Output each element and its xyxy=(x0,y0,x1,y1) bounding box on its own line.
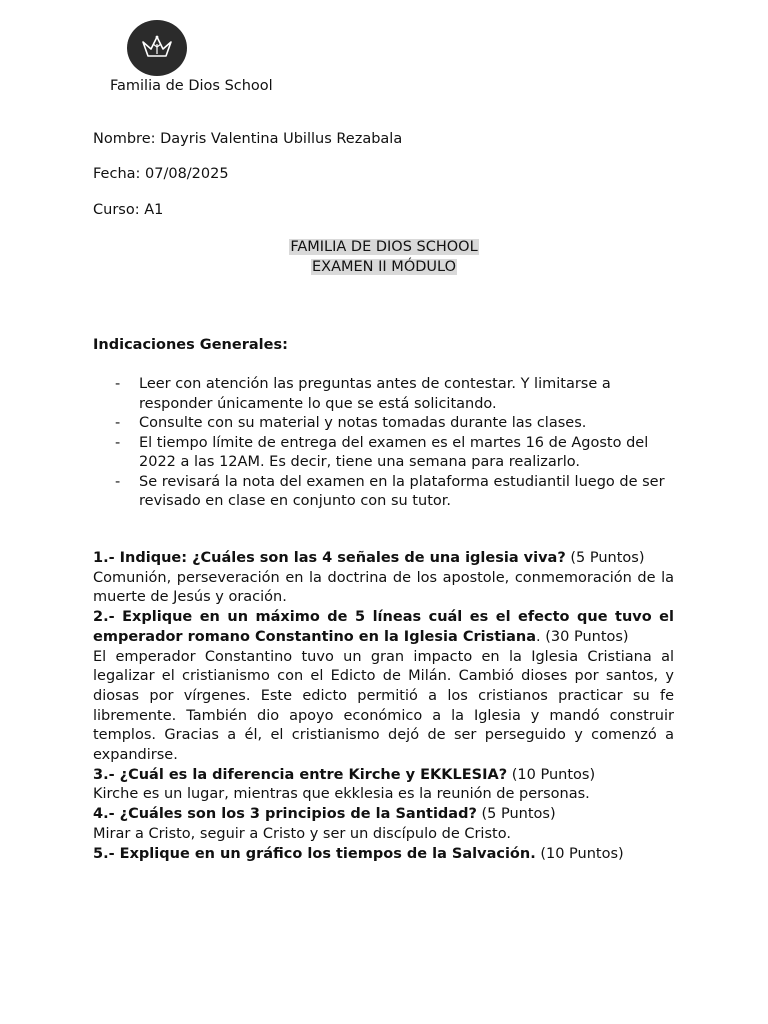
instructions-list xyxy=(93,375,673,512)
title-line-2-text: EXAMEN II MÓDULO xyxy=(312,259,456,275)
question-points: (5 Puntos) xyxy=(476,806,556,823)
instruction-item: - Leer con atención las preguntas antes de contestar. Y limitarse a responder únicamente lo que se está solicitando. xyxy=(115,376,611,412)
instruction-text: Consulte con su material y notas tomadas durante las clases. xyxy=(139,415,587,431)
instruction-item: - Se revisará la nota del examen en la plataforma estudiantil luego de ser revisado en clase en conjunto con su tutor. xyxy=(115,473,665,509)
title-line-2 xyxy=(0,259,768,275)
exam-date: Fecha: 07/08/2025 xyxy=(93,166,229,182)
question-text: 2.- Explique en un máximo de 5 líneas cuál es el efecto que tuvo el emperador romano Constantino en la Iglesia Cristiana xyxy=(93,609,674,645)
instruction-item: - Consulte con su material y notas tomadas durante las clases. xyxy=(115,415,587,431)
crown-icon xyxy=(127,20,187,76)
question-text: 4.- ¿Cuáles son los 3 principios de la Santidad? xyxy=(93,806,477,823)
instructions-heading: Indicaciones Generales: xyxy=(93,337,288,353)
student-name: Nombre: Dayris Valentina Ubillus Rezabala xyxy=(93,131,403,147)
instruction-text: Leer con atención las preguntas antes de contestar. Y limitarse a responder únicamente lo que se está solicitando. xyxy=(139,376,611,412)
school-name: Familia de Dios School xyxy=(110,78,273,94)
instruction-text: El tiempo límite de entrega del examen es el martes 16 de Agosto del 2022 a las 12AM. Es decir, tiene una semana para realizarlo. xyxy=(139,434,649,470)
answer-1: Comunión, perseveración en la doctrina de los apostole, conmemoración de la muerte de Jesús y oración. xyxy=(93,569,674,606)
question-points: . (30 Puntos) xyxy=(536,628,629,645)
instruction-item: - El tiempo límite de entrega del examen es el martes 16 de Agosto del 2022 a las 12AM. Es decir, tiene una semana para realizarlo. xyxy=(115,434,649,470)
question-1 xyxy=(93,549,674,569)
question-text: 5.- Explique en un gráfico los tiempos de la Salvación. xyxy=(93,845,536,862)
instruction-text: Se revisará la nota del examen en la plataforma estudiantil luego de ser revisado en clase en conjunto con su tutor. xyxy=(139,473,665,509)
question-text: 1.- Indique: ¿Cuáles son las 4 señales de una iglesia viva? xyxy=(93,550,566,566)
answer-2: El emperador Constantino tuvo un gran impacto en la Iglesia Cristiana al legalizar el cristianismo con el Edicto de Milán. Cambió dioses por santos, y diosas por vírgenes. Este edicto permitió a los cristianos practicar su fe libremente. También dio apoyo económico a la Iglesia y mandó construir templos. Gracias a él, el cristianismo dejó de ser perseguido y comenzó a expandirse. xyxy=(93,648,674,764)
question-5 xyxy=(93,845,674,865)
course: Curso: A1 xyxy=(93,202,164,218)
questions-section xyxy=(93,549,674,864)
answer-4: Mirar a Cristo, seguir a Cristo y ser un discípulo de Cristo. xyxy=(93,825,511,842)
question-points: (5 Puntos) xyxy=(565,550,645,566)
question-text: 3.- ¿Cuál es la diferencia entre Kirche y EKKLESIA? xyxy=(93,766,508,783)
question-points: (10 Puntos) xyxy=(507,766,596,783)
school-logo xyxy=(127,20,187,76)
question-points: (10 Puntos) xyxy=(535,845,624,862)
title-line-1-text: FAMILIA DE DIOS SCHOOL xyxy=(290,239,478,255)
question-4 xyxy=(93,805,674,825)
title-line-1 xyxy=(0,239,768,255)
question-2 xyxy=(93,608,674,647)
question-3 xyxy=(93,766,674,786)
answer-3: Kirche es un lugar, mientras que ekklesia es la reunión de personas. xyxy=(93,786,590,803)
